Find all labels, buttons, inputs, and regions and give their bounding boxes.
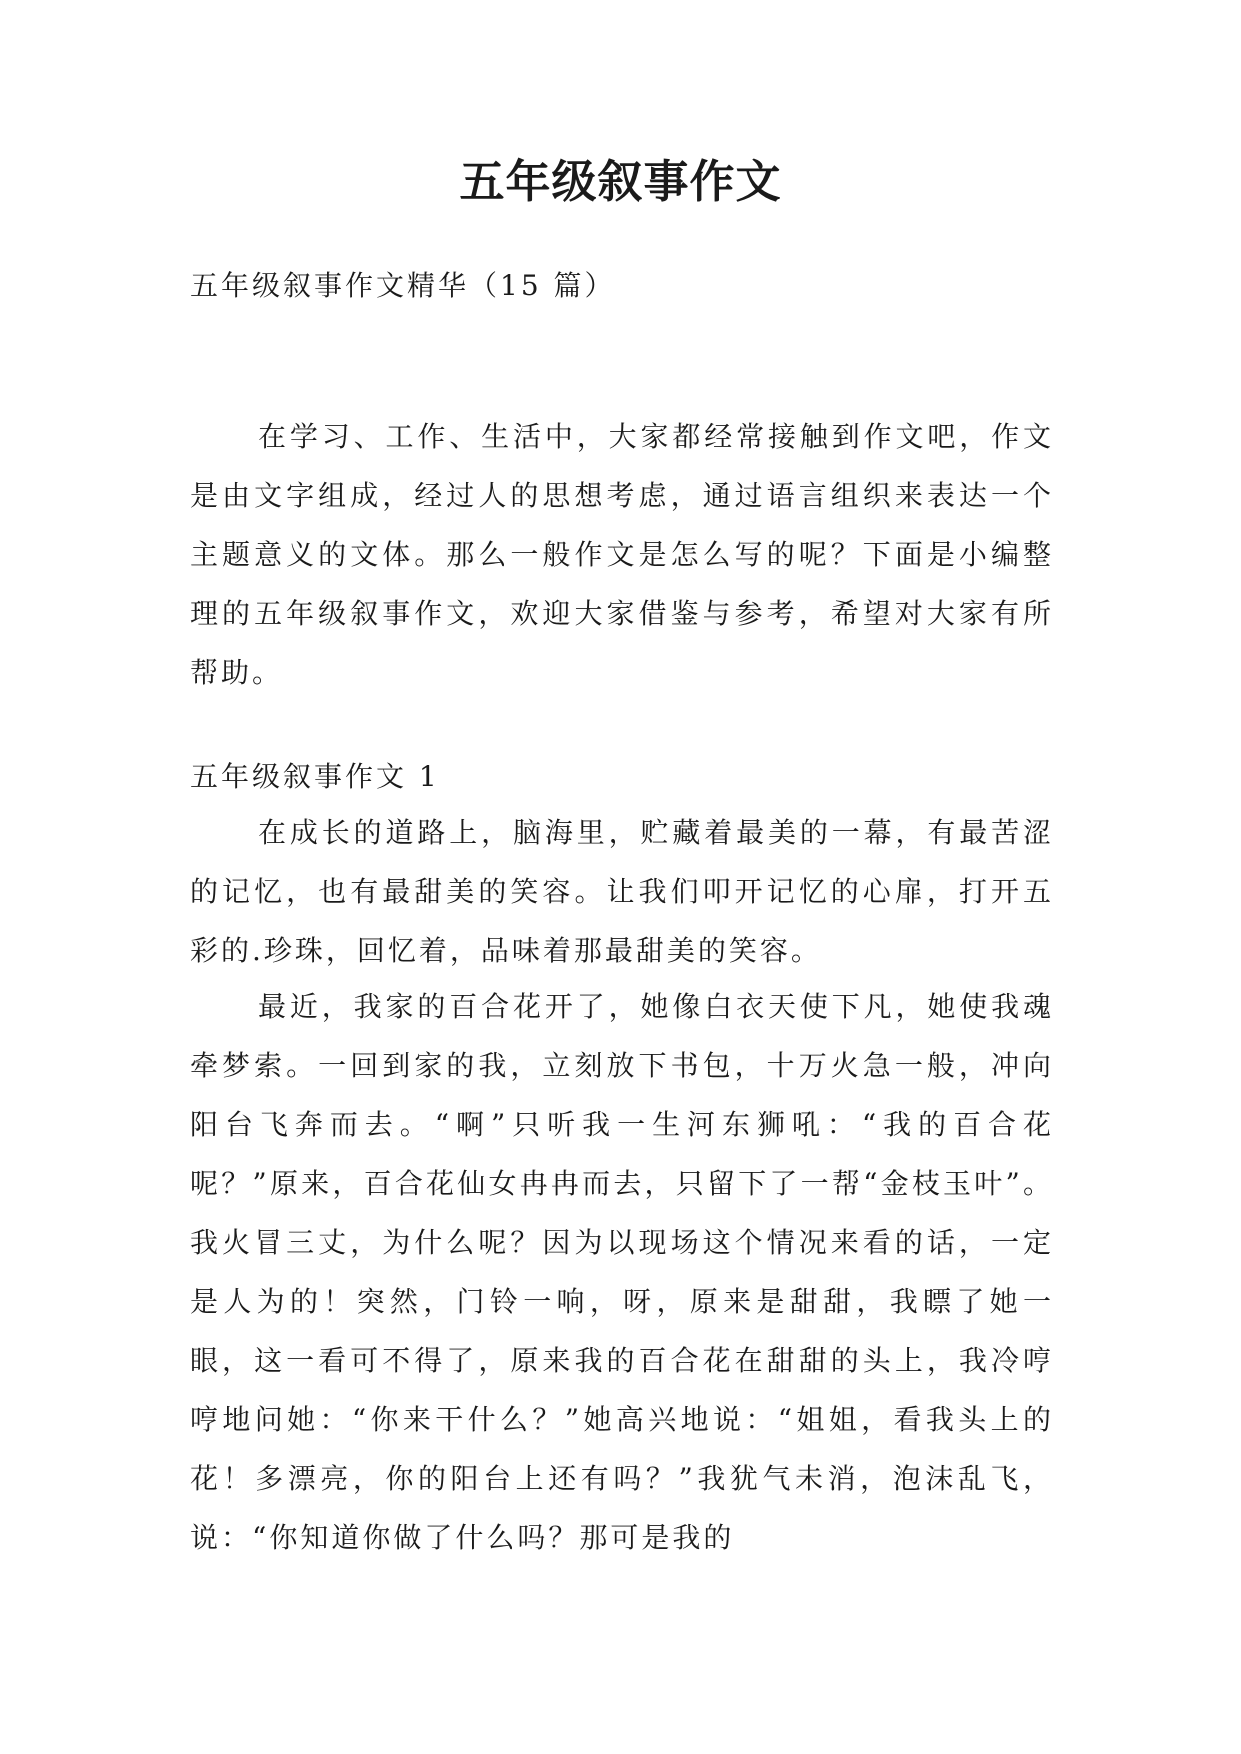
- document-subtitle: 五年级叙事作文精华（15 篇）: [190, 269, 616, 302]
- intro-paragraph: 在学习、工作、生活中，大家都经常接触到作文吧，作文是由文字组成，经过人的思想考虑，通过语言组织来表达一个主题意义的文体。那么一般作文是怎么写的呢？下面是小编整理的五年级叙事作文，欢迎大家借鉴与参考，希望对大家有所帮助。: [190, 420, 1054, 689]
- section-heading: 五年级叙事作文 1: [190, 760, 440, 793]
- body-paragraph: 最近，我家的百合花开了，她像白衣天使下凡，她使我魂牵梦索。一回到家的我，立刻放下书包，十万火急一般，冲向阳台飞奔而去。“啊”只听我一生河东狮吼：“我的百合花呢？”原来，百合花仙女冉冉而去，只留下了一帮“金枝玉叶”。我火冒三丈，为什么呢？因为以现场这个情况来看的话，一定是人为的！突然，门铃一响，呀，原来是甜甜，我瞟了她一眼，这一看可不得了，原来我的百合花在甜甜的头上，我冷哼哼地问她：“你来干什么？”她高兴地说：“姐姐，看我头上的花！多漂亮，你的阳台上还有吗？”我犹气未消，泡沫乱飞，说：“你知道你做了什么吗？那可是我的: [190, 990, 1054, 1554]
- document-title: 五年级叙事作文: [459, 155, 782, 208]
- body-paragraph: 在成长的道路上，脑海里，贮藏着最美的一幕，有最苦涩的记忆，也有最甜美的笑容。让我们叩开记忆的心扉，打开五彩的.珍珠，回忆着，品味着那最甜美的笑容。: [190, 816, 1054, 967]
